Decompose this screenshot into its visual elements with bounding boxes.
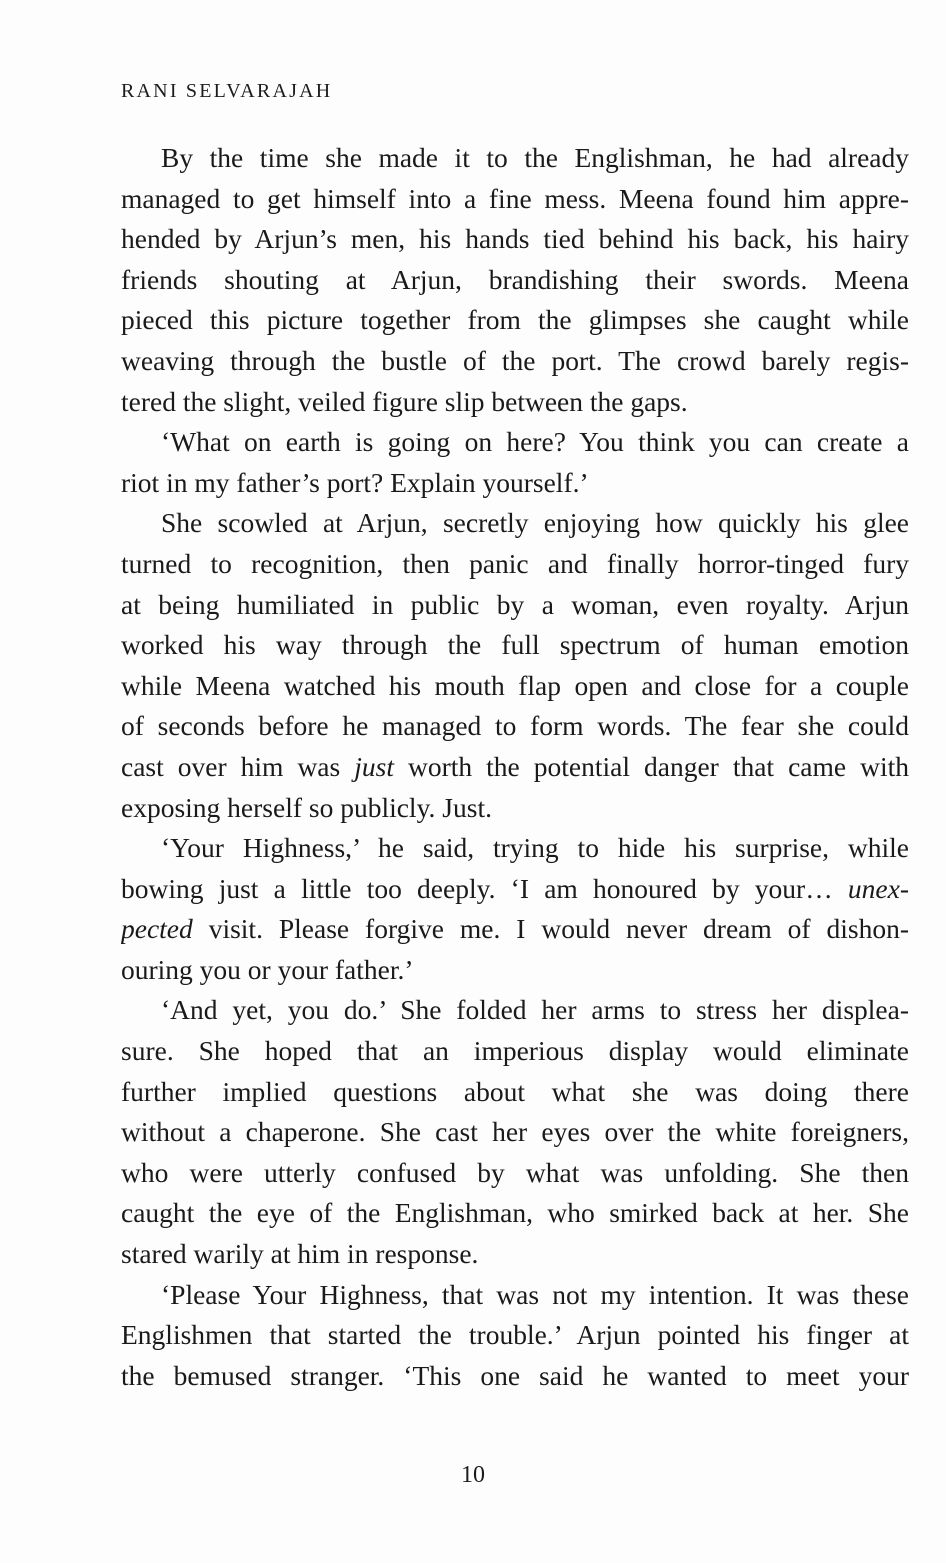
- text-line: friends shouting at Arjun, brandishing their swords. Meena: [121, 263, 909, 295]
- text-line: sure. She hoped that an imperious display would eliminate: [121, 1035, 909, 1067]
- text-line: without a chaperone. She cast her eyes over the white foreigners,: [121, 1116, 909, 1148]
- text-line: further implied questions about what she was doing there: [121, 1075, 909, 1107]
- italic-emphasis: pected: [121, 913, 193, 945]
- text-segment: cast over him was: [121, 750, 355, 782]
- text-line: weaving through the bustle of the port. The crowd barely regis-: [121, 344, 909, 376]
- text-line: [121, 909, 909, 950]
- text-line: pieced this picture together from the glimpses she caught while: [121, 304, 909, 336]
- italic-emphasis: just: [354, 750, 394, 782]
- body-text: [121, 138, 909, 1396]
- text-segment: bowing just a little too deeply. ‘I am honoured by your…: [121, 872, 848, 904]
- text-line: [121, 747, 909, 788]
- text-line: ‘Please Your Highness, that was not my intention. It was these: [161, 1278, 909, 1310]
- text-line: She scowled at Arjun, secretly enjoying how quickly his glee: [161, 507, 909, 539]
- text-line: riot in my father’s port? Explain yourself.’: [121, 466, 589, 498]
- text-line: caught the eye of the Englishman, who smirked back at her. She: [121, 1197, 909, 1229]
- text-line: at being humiliated in public by a woman, even royalty. Arjun: [121, 588, 909, 620]
- text-line: tered the slight, veiled figure slip between the gaps.: [121, 385, 688, 417]
- text-line: who were utterly confused by what was unfolding. She then: [121, 1156, 909, 1188]
- text-line: worked his way through the full spectrum of human emotion: [121, 629, 909, 661]
- text-line: managed to get himself into a fine mess. Meena found him appre-: [121, 182, 909, 214]
- text-line: ‘Your Highness,’ he said, trying to hide his surprise, while: [161, 832, 909, 864]
- italic-emphasis: unex-: [847, 872, 909, 904]
- text-line: the bemused stranger. ‘This one said he wanted to meet your: [121, 1359, 909, 1391]
- text-line: ‘What on earth is going on here? You think you can create a: [161, 426, 909, 458]
- text-line: of seconds before he managed to form words. The fear she could: [121, 710, 909, 742]
- text-line: hended by Arjun’s men, his hands tied behind his back, his hairy: [121, 223, 909, 255]
- text-line: Englishmen that started the trouble.’ Arjun pointed his finger at: [121, 1319, 909, 1351]
- running-head: RANI SELVARAJAH: [121, 80, 333, 102]
- text-line: ouring you or your father.’: [121, 953, 414, 985]
- text-line: [121, 869, 909, 910]
- text-line: exposing herself so publicly. Just.: [121, 791, 492, 823]
- page-number: 10: [461, 1462, 485, 1488]
- text-line: ‘And yet, you do.’ She folded her arms to stress her displea-: [161, 994, 909, 1026]
- text-line: while Meena watched his mouth flap open and close for a couple: [121, 669, 909, 701]
- text-segment: visit. Please forgive me. I would never dream of dishon-: [192, 913, 909, 945]
- text-line: stared warily at him in response.: [121, 1238, 479, 1270]
- text-line: By the time she made it to the Englishman, he had already: [161, 142, 909, 173]
- text-line: turned to recognition, then panic and finally horror-tinged fury: [121, 547, 909, 579]
- text-segment: worth the potential danger that came with: [393, 750, 909, 782]
